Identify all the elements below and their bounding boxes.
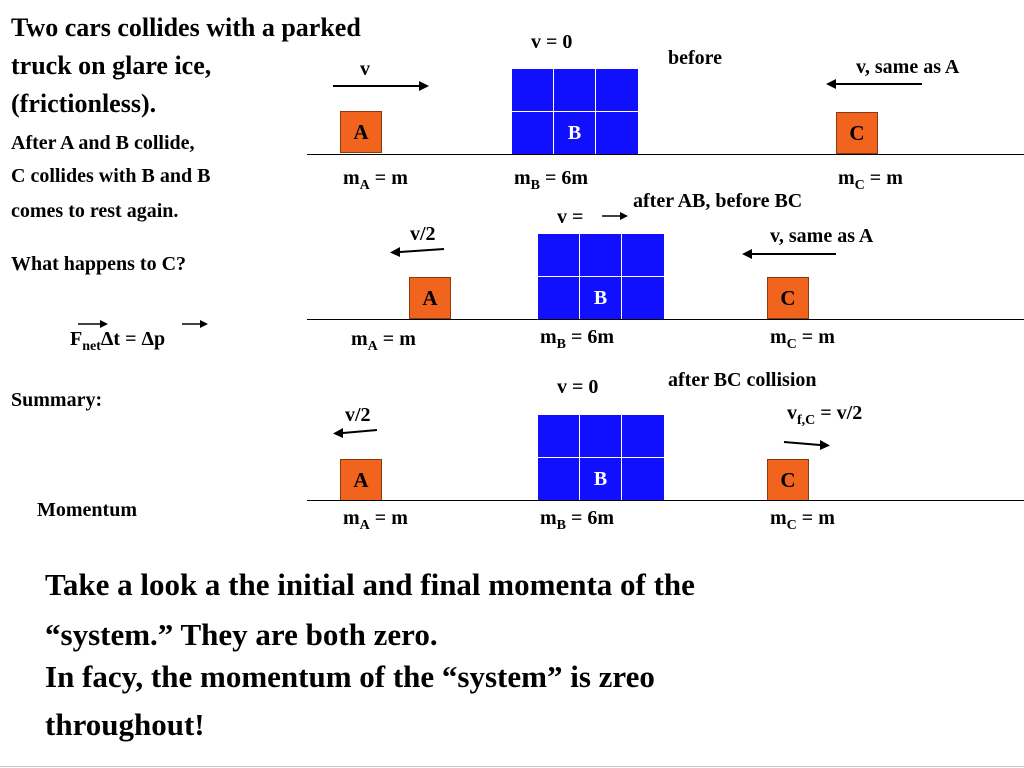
scene1-carC-velocity: v, same as A [856, 56, 960, 78]
scene2-car-c: C [767, 277, 809, 319]
scene2-carC-left-arrow-icon [742, 248, 836, 260]
problem-title-line3: (frictionless). [11, 89, 157, 118]
force-symbol: F [70, 328, 83, 350]
scene2-carA-left-arrow-icon [390, 244, 444, 256]
scene3-mass-a: $m_A = m$ [343, 507, 408, 533]
scene3-truck-label: B [580, 458, 622, 501]
after-collision-line1: After A and B collide, [11, 132, 195, 154]
scene1-ground-line [307, 154, 1024, 155]
scene3-car-c: C [767, 459, 809, 501]
scene1-mass-a: $m_A = m$ [343, 167, 408, 193]
scene3-car-a: A [340, 459, 382, 501]
summary-label: Summary: [11, 389, 103, 411]
scene1-mass-c: $m_C = m$ [838, 167, 903, 193]
scene1-car-c: C [836, 112, 878, 154]
scene1-carA-velocity: v [360, 58, 370, 80]
scene2-truck-label: B [580, 277, 622, 320]
impulse-equation [70, 327, 166, 354]
scene1-carC-left-arrow-icon [826, 78, 922, 90]
scene3-carC-velocity: $v_{f,C} = v/2$ [787, 402, 863, 428]
scene2-carA-velocity: v/2 [410, 223, 436, 245]
scene2-truck-velocity: v = [557, 206, 584, 228]
momentum-vector-arrow-icon [182, 318, 208, 328]
scene3-carA-left-arrow-icon [333, 425, 377, 437]
scene2-ground-line [307, 319, 1024, 320]
scene3-truck-b [538, 415, 664, 501]
scene2-carC-velocity: v, same as A [770, 225, 874, 247]
slide-bottom-edge [0, 766, 1024, 767]
equation-rest: Δt = Δp [100, 328, 166, 350]
scene3-carC-right-arrow-icon [784, 438, 830, 450]
problem-title-line2: truck on glare ice, [11, 51, 212, 80]
scene1-truck-label: B [554, 112, 596, 155]
after-collision-line3: comes to rest again. [11, 200, 179, 222]
scene2-truck-right-arrow-icon [602, 211, 628, 221]
scene2-mass-c: $m_C = m$ [770, 326, 835, 352]
scene2-mass-b: $m_B = 6m$ [540, 326, 615, 352]
force-vector-arrow-icon [78, 318, 108, 328]
scene3-mass-c: $m_C = m$ [770, 507, 835, 533]
conclusion-line2: “system.” They are both zero. [45, 617, 438, 652]
scene3-mass-b: $m_B = 6m$ [540, 507, 615, 533]
scene1-car-a: A [340, 111, 382, 153]
scene1-truck-velocity: v = 0 [531, 31, 573, 53]
conclusion-line1: Take a look a the initial and final momenta of the [45, 567, 695, 602]
scene2-truck-b [538, 234, 664, 320]
net-subscript: net [82, 339, 101, 354]
scene3-carA-velocity: v/2 [345, 404, 371, 426]
scene2-mass-a: $m_A = m$ [351, 328, 416, 354]
momentum-label: Momentum [37, 499, 137, 521]
scene2-stage-label: after AB, before BC [633, 190, 803, 212]
scene3-ground-line [307, 500, 1024, 501]
conclusion-line3: In facy, the momentum of the “system” is zreo [45, 659, 655, 694]
scene3-stage-label: after BC collision [668, 369, 817, 391]
scene1-truck-b [512, 69, 638, 155]
problem-title-line1: Two cars collides with a parked [11, 13, 361, 42]
conclusion-line4: throughout! [45, 707, 205, 742]
question-text: What happens to C? [11, 253, 187, 275]
scene2-car-a: A [409, 277, 451, 319]
scene1-mass-b: $m_B = 6m$ [514, 167, 589, 193]
scene1-carA-right-arrow-icon [333, 80, 429, 92]
after-collision-line2: C collides with B and B [11, 165, 211, 187]
scene1-stage-label: before [668, 47, 723, 69]
scene3-truck-velocity: v = 0 [557, 376, 599, 398]
